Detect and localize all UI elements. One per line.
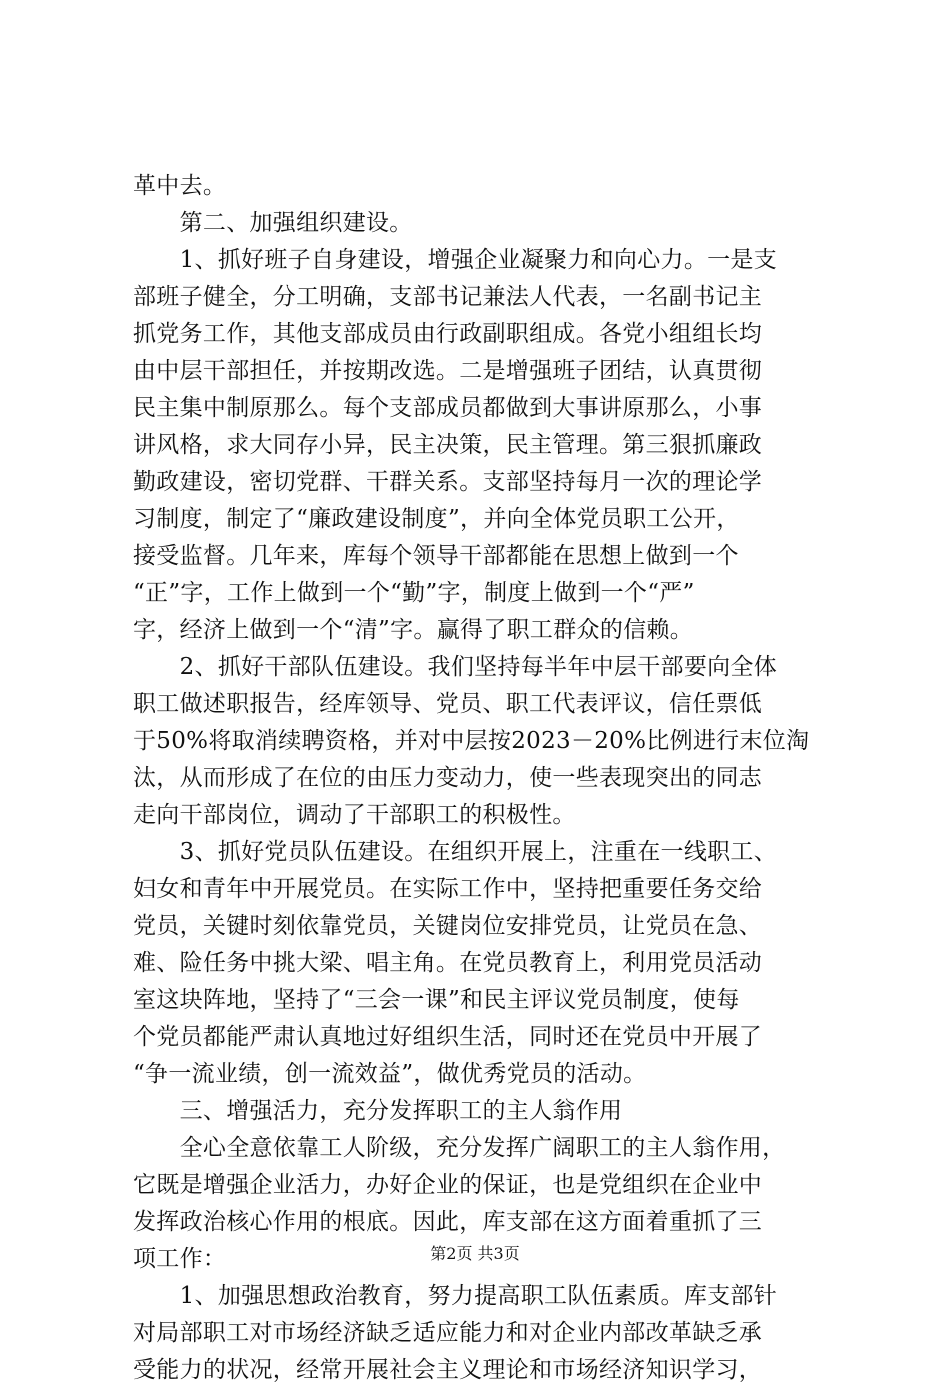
text-line: 1、加强思想政治教育，努力提高职工队伍素质。库支部针	[133, 1283, 778, 1309]
text-line: 3、抓好党员队伍建设。在组织开展上，注重在一线职工、	[133, 839, 778, 865]
page-footer	[0, 1244, 950, 1264]
text-line: 接受监督。几年来，库每个领导干部都能在思想上做到一个	[133, 543, 739, 569]
text-line: 讲风格，求大同存小异，民主决策，民主管理。第三狠抓廉政	[133, 432, 763, 458]
text-line: 室这块阵地，坚持了“三会一课”和民主评议党员制度，使每	[133, 987, 740, 1013]
text-line: 走向干部岗位，调动了干部职工的积极性。	[133, 802, 576, 828]
text-line: 对局部职工对市场经济缺乏适应能力和对企业内部改革缺乏承	[133, 1320, 763, 1346]
text-line: 职工做述职报告，经库领导、党员、职工代表评议，信任票低	[133, 691, 763, 717]
text-line: 2、抓好干部队伍建设。我们坚持每半年中层干部要向全体	[133, 654, 778, 680]
text-line: 汰，从而形成了在位的由压力变动力，使一些表现突出的同志	[133, 765, 763, 791]
text-line: 部班子健全，分工明确，支部书记兼法人代表，一名副书记主	[133, 284, 763, 310]
page-number: 第2页 共3页	[430, 1244, 520, 1263]
text-line: 项工作：	[133, 1246, 227, 1272]
text-line: 个党员都能严肃认真地过好组织生活，同时还在党员中开展了	[133, 1024, 763, 1050]
text-line: “争一流业绩，创一流效益”，做优秀党员的活动。	[133, 1061, 647, 1087]
text-line: 民主集中制原那么。每个支部成员都做到大事讲原那么，小事	[133, 395, 763, 421]
text-line: “正”字，工作上做到一个“勤”字，制度上做到一个“严”	[133, 580, 695, 606]
text-line: 由中层干部担任，并按期改选。二是增强班子团结，认真贯彻	[133, 358, 763, 384]
text-line: 抓党务工作，其他支部成员由行政副职组成。各党小组组长均	[133, 321, 763, 347]
text-line: 全心全意依靠工人阶级，充分发挥广阔职工的主人翁作用，	[133, 1135, 786, 1161]
section-heading: 三、增强活力，充分发挥职工的主人翁作用	[133, 1098, 623, 1124]
section-heading: 第二、加强组织建设。	[133, 210, 413, 236]
text-line: 难、险任务中挑大梁、唱主角。在党员教育上，利用党员活动	[133, 950, 763, 976]
text-line: 党员，关键时刻依靠党员，关键岗位安排党员，让党员在急、	[133, 913, 763, 939]
text-line: 习制度，制定了“廉政建设制度”，并向全体党员职工公开，	[133, 506, 740, 532]
text-line: 革中去。	[133, 173, 227, 199]
text-line: 它既是增强企业活力，办好企业的保证，也是党组织在企业中	[133, 1172, 763, 1198]
document-body	[133, 168, 828, 1389]
text-line: 1、抓好班子自身建设，增强企业凝聚力和向心力。一是支	[133, 247, 778, 273]
text-line: 发挥政治核心作用的根底。因此，库支部在这方面着重抓了三	[133, 1209, 763, 1235]
text-line: 于50%将取消续聘资格，并对中层按2023－20%比例进行末位淘	[133, 728, 810, 754]
text-line: 妇女和青年中开展党员。在实际工作中，坚持把重要任务交给	[133, 876, 763, 902]
text-line: 勤政建设，密切党群、干群关系。支部坚持每月一次的理论学	[133, 469, 763, 495]
text-line: 字，经济上做到一个“清”字。赢得了职工群众的信赖。	[133, 617, 694, 643]
text-line: 受能力的状况，经常开展社会主义理论和市场经济知识学习，	[133, 1357, 763, 1383]
